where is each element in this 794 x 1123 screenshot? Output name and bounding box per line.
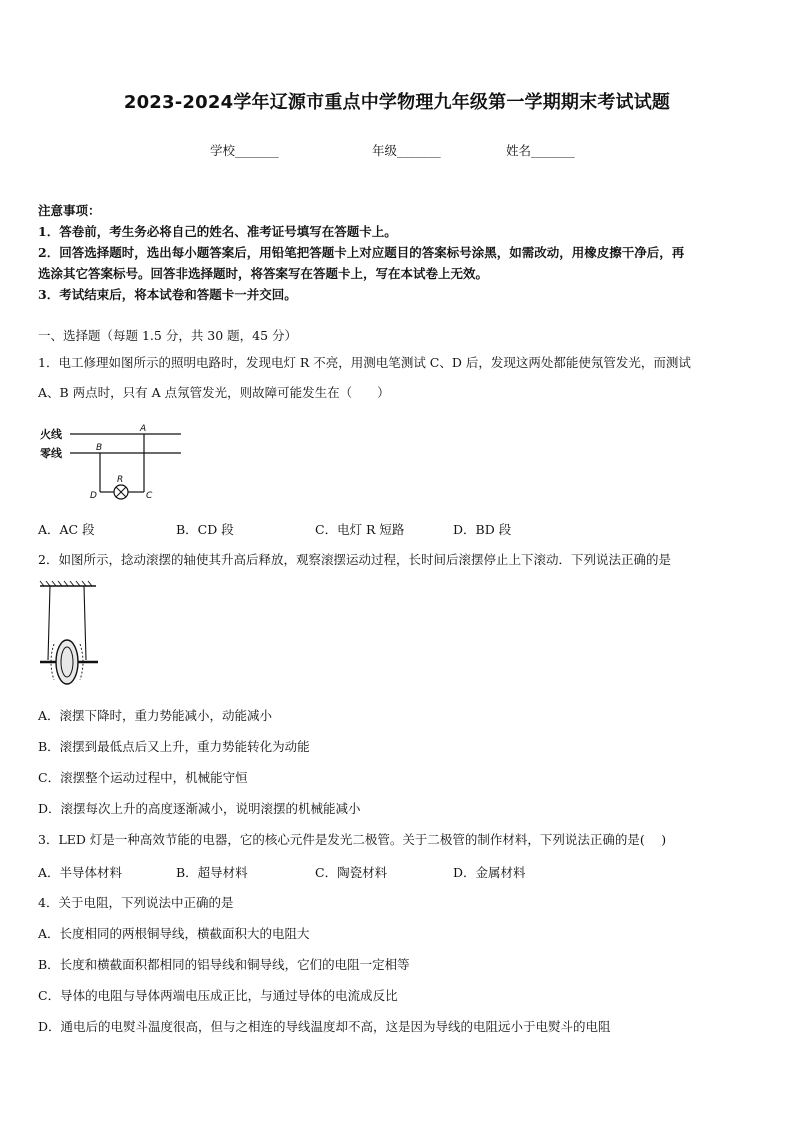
q2-option-b[interactable]: B．滚摆到最低点后又上升，重力势能转化为动能 bbox=[38, 739, 310, 754]
notice-heading: 注意事项： bbox=[38, 203, 101, 218]
q2-option-a[interactable]: A．滚摆下降时，重力势能减小，动能减小 bbox=[38, 708, 273, 723]
q2-stem: 2．如图所示，捻动滚摆的轴使其升高后释放，观察滚摆运动过程，长时间后滚摆停止上下滚动．下列说法正确的是 bbox=[38, 552, 671, 567]
name-field[interactable]: 姓名_______ bbox=[506, 143, 575, 158]
q3-option-a[interactable]: A．半导体材料 bbox=[38, 865, 123, 880]
notice-item-1: 1．答卷前，考生务必将自己的姓名、准考证号填写在答题卡上。 bbox=[38, 224, 397, 239]
q4-option-b[interactable]: B．长度和横截面积都相同的铝导线和铜导线，它们的电阻一定相等 bbox=[38, 957, 410, 972]
lamp-r-label: R bbox=[117, 475, 124, 485]
section-heading: 一、选择题（每题 1.5 分，共 30 题，45 分） bbox=[38, 328, 298, 343]
q3-option-c[interactable]: C．陶瓷材料 bbox=[315, 865, 388, 880]
pendulum-string-right bbox=[84, 586, 86, 660]
notice-item-2: 2．回答选择题时，选出每小题答案后，用铅笔把答题卡上对应题目的答案标号涂黑，如需改动，用橡皮擦干净后，再 bbox=[38, 245, 685, 260]
point-c-label: C bbox=[146, 491, 153, 501]
school-field[interactable]: 学校_______ bbox=[210, 143, 279, 158]
q4-option-c[interactable]: C．导体的电阻与导体两端电压成正比，与通过导体的电流成反比 bbox=[38, 988, 398, 1003]
q1-option-c[interactable]: C．电灯 R 短路 bbox=[315, 522, 405, 537]
point-a-label: A bbox=[140, 424, 147, 434]
point-b-label: B bbox=[96, 443, 103, 453]
point-d-label: D bbox=[90, 491, 97, 501]
q2-option-d[interactable]: D．滚摆每次上升的高度逐渐减小，说明滚摆的机械能减小 bbox=[38, 801, 361, 816]
q1-option-b[interactable]: B．CD 段 bbox=[176, 522, 234, 537]
q1-circuit-figure bbox=[36, 422, 186, 504]
q3-option-d[interactable]: D．金属材料 bbox=[453, 865, 526, 880]
q1-stem-line2: A、B 两点时，只有 A 点氖管发光，则故障可能发生在（ ） bbox=[38, 385, 390, 400]
exam-title: 2023-2024学年辽源市重点中学物理九年级第一学期期末考试试题 bbox=[123, 92, 671, 113]
live-wire-label: 火线 bbox=[40, 428, 62, 441]
q2-pendulum-figure bbox=[36, 580, 104, 692]
q3-option-b[interactable]: B．超导材料 bbox=[176, 865, 248, 880]
grade-field[interactable]: 年级_______ bbox=[372, 143, 441, 158]
notice-item-2-cont: 选涂其它答案标号。回答非选择题时，将答案写在答题卡上，写在本试卷上无效。 bbox=[38, 266, 489, 281]
notice-item-3: 3．考试结束后，将本试卷和答题卡一并交回。 bbox=[38, 287, 297, 302]
q1-option-a[interactable]: A．AC 段 bbox=[38, 522, 95, 537]
q4-option-d[interactable]: D．通电后的电熨斗温度很高，但与之相连的导线温度却不高，这是因为导线的电阻远小于电熨斗的电阻 bbox=[38, 1019, 611, 1034]
q4-stem: 4．关于电阻，下列说法中正确的是 bbox=[38, 895, 234, 910]
neutral-wire-label: 零线 bbox=[40, 447, 62, 460]
q1-option-d[interactable]: D．BD 段 bbox=[453, 522, 512, 537]
q2-option-c[interactable]: C．滚摆整个运动过程中，机械能守恒 bbox=[38, 770, 248, 785]
q4-option-a[interactable]: A．长度相同的两根铜导线，横截面积大的电阻大 bbox=[38, 926, 310, 941]
q3-stem: 3．LED 灯是一种高效节能的电器，它的核心元件是发光二极管。关于二极管的制作材料，下列说法正确的是( ) bbox=[38, 832, 667, 847]
q1-stem-line1: 1．电工修理如图所示的照明电路时，发现电灯 R 不亮，用测电笔测试 C、D 后，发现这两处都能使氖管发光，而测试 bbox=[38, 355, 691, 370]
pendulum-string-left bbox=[48, 586, 50, 660]
